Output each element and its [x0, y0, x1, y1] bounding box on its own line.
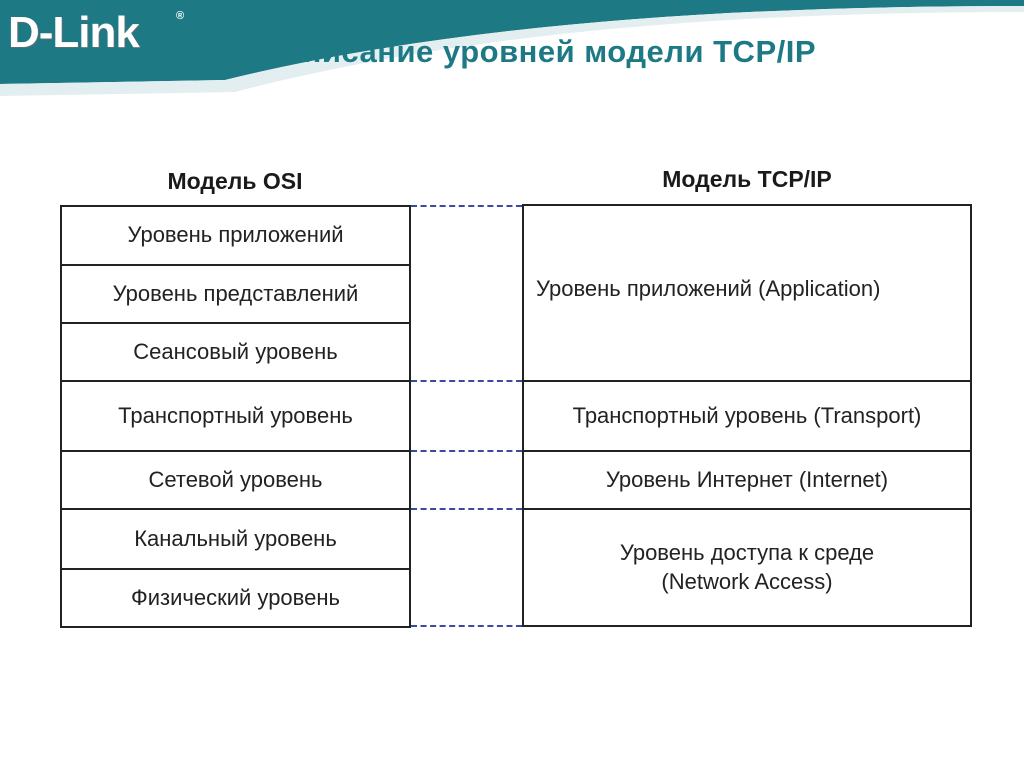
connector-line [411, 205, 522, 207]
dlink-logo: D-Link [8, 8, 139, 57]
osi-layer-session: Сеансовый уровень [60, 322, 411, 382]
tcpip-layer-application: Уровень приложений (Application) [522, 204, 972, 382]
network-access-line2: (Network Access) [661, 568, 833, 594]
connector-line [411, 508, 522, 510]
osi-layer-network: Сетевой уровень [60, 450, 411, 510]
osi-layer-transport: Транспортный уровень [60, 380, 411, 452]
osi-layer-presentation: Уровень представлений [60, 264, 411, 324]
network-access-line1: Уровень доступа к среде [619, 539, 875, 565]
osi-layer-physical: Физический уровень [60, 568, 411, 628]
osi-layer-application: Уровень приложений [60, 205, 411, 266]
tcpip-layer-network-access [522, 508, 972, 627]
osi-model-title: Модель OSI [167, 168, 303, 194]
tcpip-layer-transport: Транспортный уровень (Transport) [522, 380, 972, 452]
tcpip-layer-internet: Уровень Интернет (Internet) [522, 450, 972, 510]
page-title: Описание уровней модели TCP/IP [278, 34, 817, 69]
connector-line [411, 380, 522, 382]
tcpip-model-title: Модель TCP/IP [662, 166, 832, 192]
osi-layer-datalink: Канальный уровень [60, 508, 411, 570]
connector-line [411, 625, 522, 627]
connector-line [411, 450, 522, 452]
registered-mark: ® [176, 10, 185, 22]
